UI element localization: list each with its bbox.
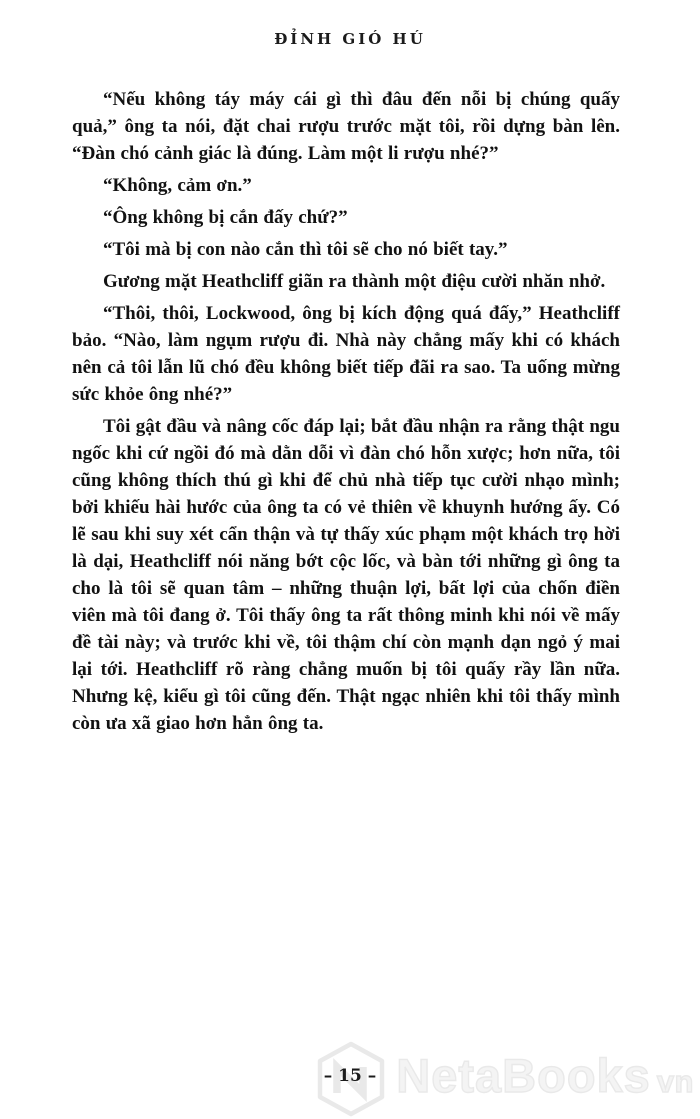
paragraph: Gương mặt Heathcliff giãn ra thành một điệu cười nhăn nhở. [103,271,606,292]
paragraph: “Nếu không táy máy cái gì thì đâu đến nỗi bị chúng quấy quả,” ông ta nói, đặt chai rượu trước mặt tôi, rồi dựng bàn lên. “Đàn chó cảnh giác là đúng. Làm một li rượu nhé?” [72,89,620,164]
body-text-block [72,86,620,742]
running-header-title: ĐỈNH GIÓ HÚ [274,30,426,48]
watermark-suffix: vn [656,1064,694,1099]
page-number: – 15 – [323,1066,377,1086]
watermark-brand: NetaBooks [396,1049,651,1102]
paragraph: “Ông không bị cắn đấy chứ?” [103,207,348,228]
paragraph: “Không, cảm ơn.” [103,175,252,196]
paragraph: “Thôi, thôi, Lockwood, ông bị kích động quá đấy,” Heathcliff bảo. “Nào, làm ngụm rượu đi. Nhà này chẳng mấy khi có khách nên cả tôi lẫn lũ chó đều không biết tiếp đãi ra sao. Ta uống mừng sức khỏe ông nhé?” [72,303,620,405]
paragraph: “Tôi mà bị con nào cắn thì tôi sẽ cho nó biết tay.” [103,239,508,260]
paragraph: Tôi gật đầu và nâng cốc đáp lại; bắt đầu nhận ra rằng thật ngu ngốc khi cứ ngồi đó mà dằn dỗi vì đàn chó hỗn xược; hơn nữa, tôi cũng không thích thú gì khi để chủ nhà tiếp tục cười nhạo mình; bởi khiếu hài hước của ông ta có vẻ thiên về khuynh hướng ấy. Có lẽ sau khi suy xét cẩn thận và tự thấy xúc phạm một khách trọ hời là dại, Heathcliff nói năng bớt cộc lốc, và bàn tới những gì ông ta cho là tôi sẽ quan tâm – những thuận lợi, bất lợi của chốn điền viên mà tôi đang ở. Tôi thấy ông ta rất thông minh khi nói về mấy đề tài này; và trước khi về, tôi thậm chí còn mạnh dạn ngỏ ý mai lại tới. Heathcliff rõ ràng chẳng muốn bị tôi quấy rầy lần nữa. Nhưng kệ, kiểu gì tôi cũng đến. Thật ngạc nhiên khi tôi thấy mình còn ưa xã giao hơn hẳn ông ta. [72,416,620,734]
